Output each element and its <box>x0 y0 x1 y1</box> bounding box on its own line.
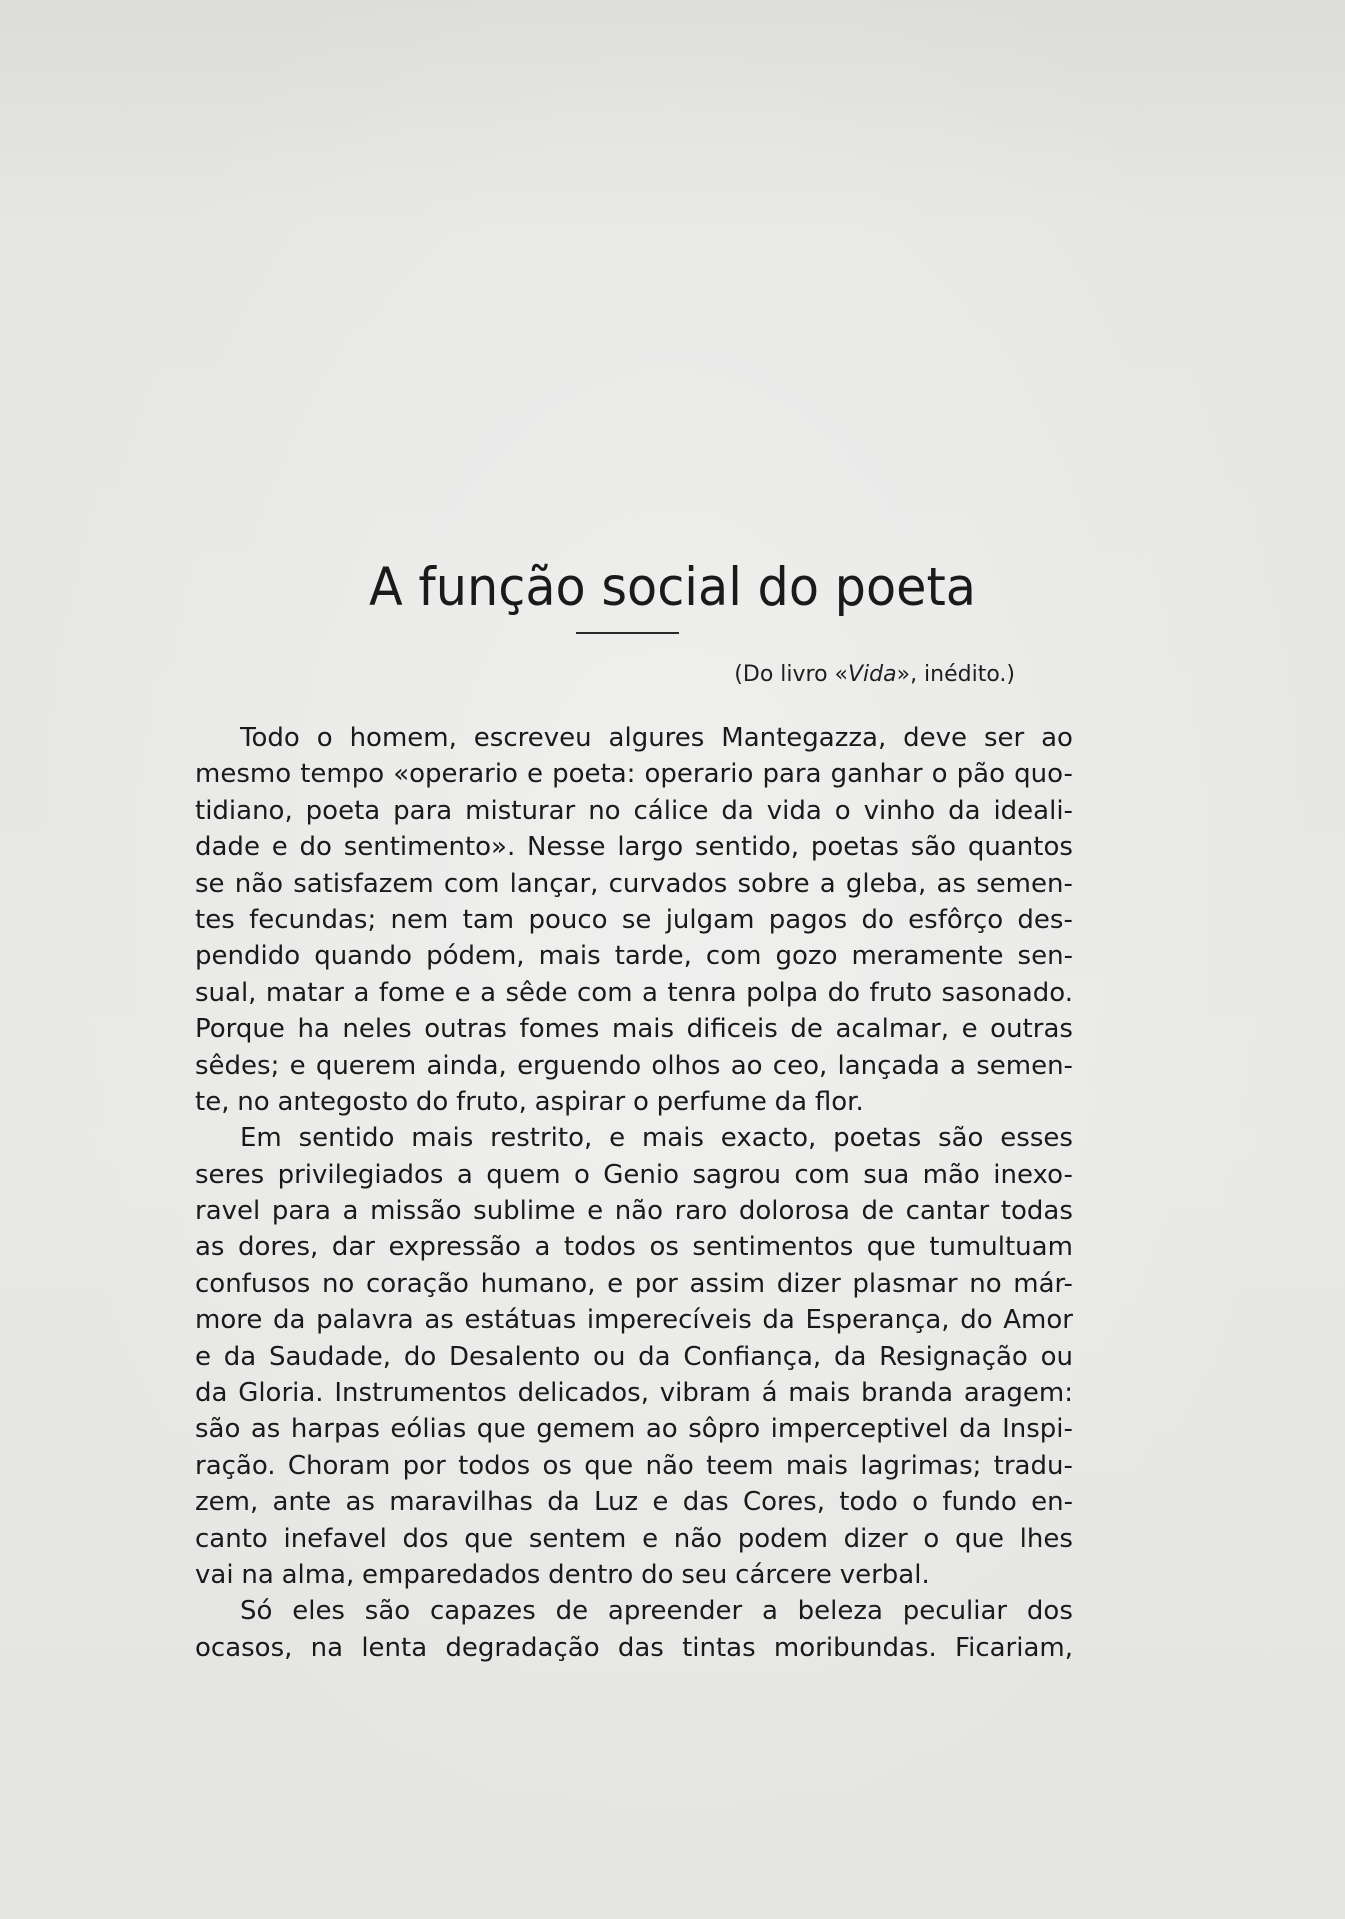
text-line: more da palavra as estátuas imperecíveis da Esperança, do Amor <box>195 1305 1073 1336</box>
text-line: confusos no coração humano, e por assim dizer plasmar no már- <box>195 1268 1073 1299</box>
paragraph <box>195 1120 1073 1593</box>
text-line: Só eles são capazes de apreender a beleza peculiar dos <box>240 1596 1073 1627</box>
text-line: ração. Choram por todos os que não teem mais lagrimas; tradu- <box>195 1450 1073 1481</box>
text-line: mesmo tempo «operario e poeta: operario para ganhar o pão quo- <box>195 759 1073 790</box>
title-divider <box>576 632 679 634</box>
text-line: dade e do sentimento». Nesse largo sentido, poetas são quantos <box>195 832 1073 863</box>
source-note-prefix: (Do livro « <box>734 662 848 687</box>
paragraph <box>195 720 1073 1120</box>
text-line: vai na alma, emparedados dentro do seu cárcere verbal. <box>195 1559 930 1590</box>
text-line: sual, matar a fome e a sêde com a tenra polpa do fruto sasonado. <box>195 977 1073 1008</box>
body-text <box>195 720 1073 1666</box>
text-line: Todo o homem, escreveu algures Mantegazza, deve ser ao <box>240 723 1073 753</box>
text-line: pendido quando pódem, mais tarde, com gozo meramente sen- <box>195 941 1073 972</box>
source-note <box>734 662 1015 687</box>
paragraph <box>195 1593 1073 1666</box>
text-line: da Gloria. Instrumentos delicados, vibram á mais branda aragem: <box>195 1378 1073 1409</box>
text-line: Em sentido mais restrito, e mais exacto, poetas são esses <box>240 1123 1073 1154</box>
page-title: A função social do poeta <box>369 556 976 618</box>
text-line: zem, ante as maravilhas da Luz e das Cores, todo o fundo en- <box>195 1487 1073 1518</box>
text-line: e da Saudade, do Desalento ou da Confiança, da Resignação ou <box>195 1341 1073 1372</box>
text-line: Porque ha neles outras fomes mais dificeis de acalmar, e outras <box>195 1014 1073 1045</box>
text-line: tes fecundas; nem tam pouco se julgam pagos do esfôrço des- <box>195 904 1073 935</box>
text-line: se não satisfazem com lançar, curvados sobre a gleba, as semen- <box>195 868 1073 899</box>
text-line: as dores, dar expressão a todos os sentimentos que tumultuam <box>195 1232 1073 1263</box>
text-line: são as harpas eólias que gemem ao sôpro imperceptivel da Inspi- <box>195 1414 1073 1445</box>
text-line: te, no antegosto do fruto, aspirar o perfume da flor. <box>195 1086 864 1117</box>
text-line: seres privilegiados a quem o Genio sagrou com sua mão inexo- <box>195 1159 1073 1190</box>
source-note-book: Vida <box>848 662 897 687</box>
text-line: tidiano, poeta para misturar no cálice da vida o vinho da ideali- <box>195 795 1073 826</box>
text-line: sêdes; e querem ainda, erguendo olhos ao ceo, lançada a semen- <box>195 1050 1073 1081</box>
text-line: ocasos, na lenta degradação das tintas moribundas. Ficariam, <box>195 1632 1073 1663</box>
text-line: canto inefavel dos que sentem e não podem dizer o que lhes <box>195 1523 1073 1554</box>
source-note-suffix: », inédito.) <box>896 662 1015 687</box>
text-line: ravel para a missão sublime e não raro dolorosa de cantar todas <box>195 1196 1073 1227</box>
